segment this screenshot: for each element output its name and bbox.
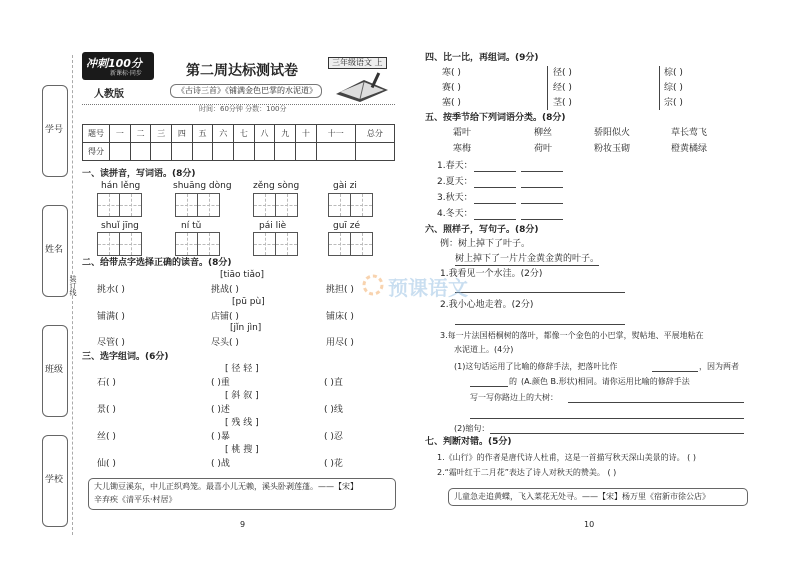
score-cell[interactable] [151, 143, 172, 161]
poem-right-text: 儿童急走追黄蝶，飞入菜花无处寻。——【宋】杨万里《宿新市徐公店》 [454, 492, 710, 501]
q1-pinyin-2: shuāng dòng [173, 181, 232, 191]
q1-pinyin-3: zěng sòng [253, 181, 300, 191]
score-col-2: 二 [130, 125, 151, 143]
score-col-total: 总分 [355, 125, 394, 143]
subtitle: 《古诗三首》《铺满金色巴掌的水泥道》 [177, 86, 317, 95]
q3-item[interactable]: ( )线 [324, 405, 343, 415]
binding-strip [0, 55, 75, 535]
q3-item[interactable]: ( )直 [324, 378, 343, 388]
bracket-line [659, 66, 660, 110]
q3-chars-4: [ 桃 搜 ] [225, 445, 259, 455]
edition-label: 人教版 [94, 89, 124, 100]
score-cell[interactable] [172, 143, 193, 161]
q5-answer-line[interactable] [474, 171, 516, 172]
q7-item-2[interactable]: 2.“霜叶红于二月花”表达了诗人对秋天的赞美。 ( ) [437, 468, 617, 477]
q2-item[interactable]: 尽管( ) [97, 338, 125, 348]
score-col-4: 四 [172, 125, 193, 143]
brand-logo [82, 52, 154, 80]
score-cell[interactable] [213, 143, 234, 161]
q5-season-summer: 2.夏天： [437, 177, 473, 187]
q1-pinyin-4: gài zi [333, 181, 357, 191]
poem-left-line2: 辛弃疾《清平乐·村居》 [94, 495, 177, 504]
q3-item[interactable]: 景( ) [97, 405, 116, 415]
grade-badge: 三年级语文 上 [328, 57, 387, 69]
q5-answer-line[interactable] [521, 171, 563, 172]
page-title: 第二周达标测试卷 [186, 63, 298, 79]
q5-season-winter: 4.冬天： [437, 209, 473, 219]
score-col-10: 十 [296, 125, 317, 143]
q2-pinyin-1: [tiāo tiǎo] [220, 270, 264, 280]
q3-chars-2: [ 斜 叙 ] [225, 391, 259, 401]
q5-word: 草长莺飞 [671, 128, 708, 138]
q2-item[interactable]: 店铺( ) [211, 312, 239, 322]
q6-s3-blank[interactable] [470, 386, 508, 387]
q2-item[interactable]: 挑水( ) [97, 285, 125, 295]
school-label: 学校 [45, 475, 64, 485]
score-cell[interactable] [234, 143, 255, 161]
q5-word: 粉妆玉砌 [594, 144, 631, 154]
poem-box-right [448, 488, 748, 506]
score-col-7: 七 [234, 125, 255, 143]
class-label: 班级 [45, 365, 64, 375]
q4-item[interactable]: 综( ) [664, 83, 683, 93]
q5-answer-line[interactable] [474, 187, 516, 188]
q5-word: 寒梅 [453, 144, 472, 154]
class-box[interactable] [42, 325, 68, 417]
q5-season-autumn: 3.秋天： [437, 193, 473, 203]
score-cell[interactable] [254, 143, 275, 161]
q6-sentence-2: 2.我小心地走着。(2分) [440, 300, 534, 310]
q3-item[interactable]: ( )重 [211, 378, 230, 388]
q5-answer-line[interactable] [521, 219, 563, 220]
page-number-right: 10 [584, 520, 595, 529]
score-col-5: 五 [192, 125, 213, 143]
score-table-header-row [83, 125, 395, 143]
q4-item[interactable]: 径( ) [553, 68, 572, 78]
q3-item[interactable]: ( )战 [211, 459, 230, 469]
q5-answer-line[interactable] [521, 203, 563, 204]
q2-title: 二、给带点字选择正确的读音。(8分) [82, 258, 232, 268]
q1-pinyin-8: guī zé [333, 221, 361, 231]
score-table-row2-label: 得分 [83, 143, 110, 161]
q4-item[interactable]: 赛( ) [442, 83, 461, 93]
q6-answer-line-1[interactable] [455, 292, 625, 293]
q4-item[interactable]: 经( ) [553, 83, 572, 93]
score-table-score-row [83, 143, 395, 161]
subtitle-frame [170, 84, 322, 98]
q1-answer-grid-4[interactable] [328, 193, 373, 217]
score-cell[interactable] [355, 143, 394, 161]
q6-sentence-3-line1: 3.每一片法国梧桐树的落叶，都像一个金色的小巴掌，熨帖地、平展地粘在 [440, 331, 704, 340]
score-cell[interactable] [275, 143, 296, 161]
school-box[interactable] [42, 435, 68, 527]
q6-s3-q1-c: 的 [509, 377, 517, 386]
q4-item[interactable]: 寒( ) [442, 68, 461, 78]
q4-item[interactable]: 棕( ) [664, 68, 683, 78]
brand-logo-sub: 新课标·同步 [110, 70, 142, 77]
q2-pinyin-2: [pū pù] [232, 297, 265, 307]
q6-example-answer: 树上掉下了一片片金黄金黄的叶子。 [455, 254, 600, 264]
q5-answer-line[interactable] [474, 219, 516, 220]
q1-pinyin-7: pái liè [259, 221, 287, 231]
q7-item-1[interactable]: 1.《山行》的作者是唐代诗人杜甫，这是一首描写秋天深山美景的诗。 ( ) [437, 453, 696, 462]
q2-item[interactable]: 挑担( ) [326, 285, 354, 295]
binding-cut-mark: 装订线 [69, 275, 77, 296]
q5-word: 骄阳似火 [594, 128, 631, 138]
q6-sentence-1: 1.我看见一个水洼。(2分) [440, 269, 543, 279]
q2-item[interactable]: 挑战( ) [211, 285, 239, 295]
q2-item[interactable]: 铺床( ) [326, 312, 354, 322]
score-col-6: 六 [213, 125, 234, 143]
q1-title: 一、读拼音，写词语。(8分) [82, 169, 196, 179]
watermark-logo-icon [362, 274, 384, 296]
poem-box-left [88, 478, 396, 510]
q4-item[interactable]: 茎( ) [553, 98, 572, 108]
q2-item[interactable]: 尽头( ) [211, 338, 239, 348]
q5-word: 霜叶 [453, 128, 472, 138]
score-cell[interactable] [130, 143, 151, 161]
book-illustration [330, 70, 392, 104]
q6-s3-q1-b: ，因为两者 [699, 362, 739, 371]
q5-word: 橙黄橘绿 [671, 144, 708, 154]
q1-answer-grid-3[interactable] [253, 193, 298, 217]
q1-pinyin-1: hán lěng [101, 181, 141, 191]
student-name-box[interactable] [42, 205, 68, 297]
bracket-line [547, 66, 548, 110]
score-table-row1-label: 题号 [83, 125, 110, 143]
q6-s3-answer-line[interactable] [568, 402, 744, 403]
score-cell[interactable] [296, 143, 317, 161]
q7-title: 七、判断对错。(5分) [425, 437, 512, 447]
q1-answer-grid-6[interactable] [175, 232, 220, 256]
q6-s3-q1-e: 写一写你路边上的大树： [470, 393, 558, 402]
score-col-3: 三 [151, 125, 172, 143]
q5-season-spring: 1.春天： [437, 161, 473, 171]
q5-answer-line[interactable] [474, 203, 516, 204]
q3-item[interactable]: ( )述 [211, 405, 230, 415]
page-number-left: 9 [240, 520, 246, 529]
score-col-1: 一 [110, 125, 131, 143]
q3-item[interactable]: 仙( ) [97, 459, 116, 469]
q5-answer-line[interactable] [521, 187, 563, 188]
q6-answer-line-2[interactable] [455, 324, 625, 325]
q6-s3-q2: (2)缩句： [454, 424, 490, 433]
score-col-11: 十一 [316, 125, 355, 143]
q5-title: 五、按季节给下列词语分类。(8分) [425, 113, 566, 123]
q4-item[interactable]: 宗( ) [664, 98, 683, 108]
poem-left-line1: 大儿锄豆溪东，中儿正织鸡笼。最喜小儿无赖，溪头卧剥莲蓬。——【宋】 [94, 482, 358, 491]
q6-s3-q1-a: (1)这句话运用了比喻的修辞手法，把落叶比作 [454, 362, 618, 371]
q2-pinyin-3: [jǐn jìn] [230, 323, 262, 333]
q6-s3-blank[interactable] [652, 371, 698, 372]
q6-s3-q1-d: (A.颜色 B.形状)相同。请你运用比喻的修辞手法 [521, 377, 690, 386]
q6-title: 六、照样子，写句子。(8分) [425, 225, 539, 235]
q2-item[interactable]: 用尽( ) [326, 338, 354, 348]
q4-item[interactable]: 塞( ) [442, 98, 461, 108]
q3-chars-3: [ 残 线 ] [225, 418, 259, 428]
score-col-9: 九 [275, 125, 296, 143]
q5-word: 柳丝 [534, 128, 553, 138]
q3-item[interactable]: 石( ) [97, 378, 116, 388]
student-id-label: 学号 [45, 125, 64, 135]
q6-s3-answer-line[interactable] [470, 418, 744, 419]
q6-s3-answer-line[interactable] [490, 433, 744, 434]
q2-item[interactable]: 铺满( ) [97, 312, 125, 322]
student-id-box[interactable] [42, 85, 68, 177]
q1-pinyin-6: ní tǔ [181, 221, 202, 231]
q1-pinyin-5: shuǐ jīng [101, 221, 139, 231]
q1-answer-grid-8[interactable] [328, 232, 373, 256]
score-col-8: 八 [254, 125, 275, 143]
watermark-text: 预课语文 [388, 276, 468, 300]
q3-item[interactable]: ( )暴 [211, 432, 230, 442]
q1-answer-grid-1[interactable] [97, 193, 142, 217]
q1-answer-grid-5[interactable] [97, 232, 142, 256]
q3-item[interactable]: ( )忍 [324, 432, 343, 442]
q1-answer-grid-7[interactable] [253, 232, 298, 256]
score-cell[interactable] [316, 143, 355, 161]
student-name-label: 姓名 [45, 245, 64, 255]
q4-title: 四、比一比，再组词。(9分) [425, 53, 539, 63]
time-score: 时间：60分钟 分数：100分 [196, 105, 290, 114]
q5-word: 荷叶 [534, 144, 553, 154]
brand-logo-text: 冲刺100分 [86, 57, 142, 70]
q1-answer-grid-2[interactable] [175, 193, 220, 217]
q6-sentence-3-line2: 水泥道上。(4分) [454, 345, 514, 354]
score-cell[interactable] [110, 143, 131, 161]
score-cell[interactable] [192, 143, 213, 161]
q3-item[interactable]: ( )花 [324, 459, 343, 469]
q6-example-label: 例：树上掉下了叶子。 [440, 239, 531, 249]
q3-title: 三、选字组词。(6分) [82, 352, 169, 362]
q3-item[interactable]: 丝( ) [97, 432, 116, 442]
score-table [82, 124, 395, 161]
q3-chars-1: [ 径 轻 ] [225, 364, 259, 374]
